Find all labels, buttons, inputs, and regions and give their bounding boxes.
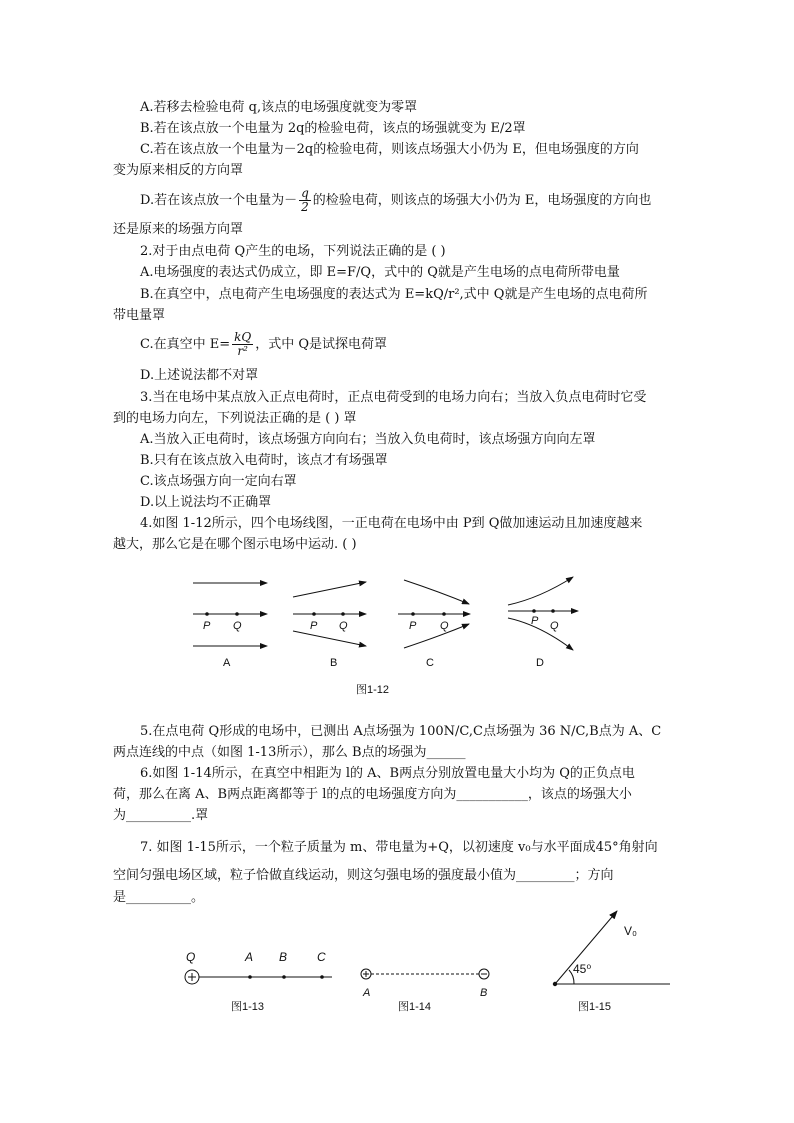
label-a: A: [363, 987, 371, 999]
q2-option-d: D.上述说法都不对罩: [140, 368, 259, 383]
panel-label-b: B: [330, 657, 338, 669]
fraction-numerator: q: [301, 186, 309, 200]
figure-1-14: [361, 969, 489, 979]
q3-option-d: D.以上说法均不正确罩: [140, 495, 272, 510]
q2-stem: 2.对于由点电荷 Q产生的电场，下列说法正确的是 ( ): [140, 244, 446, 259]
label-b: B: [279, 950, 288, 964]
q3-option-b: B.只有在该点放入电荷时，该点才有场强罩: [140, 453, 388, 468]
q1-option-a: A.若移去检验电荷 q,该点的电场强度就变为零罩: [140, 100, 418, 115]
q6-line1: 6.如图 1-14所示，在真空中相距为 l的 A、B两点分别放置电量大小均为 Q的正负点电: [140, 766, 635, 781]
q3-stem-line1: 3.当在电场中某点放入正点电荷时，正点电荷受到的电场力向右；当放入负点电荷时它受: [140, 390, 647, 405]
q2-option-c-post: ，式中 Q是试探电荷罩: [255, 337, 388, 352]
label-b: B: [480, 987, 488, 999]
panel-label-a: A: [223, 657, 231, 669]
q2-option-a: A.电场强度的表达式仍成立，即 E=F/Q，式中的 Q就是产生电场的点电荷所带电量: [140, 265, 620, 280]
q5-line2: 两点连线的中点（如图 1-13所示），那么 B点的场强为______: [113, 745, 466, 760]
label-q: Q: [339, 620, 348, 632]
label-p: P: [531, 615, 539, 627]
fraction-numerator: kQ: [234, 330, 252, 344]
figure-1-15-caption: 图1-15: [578, 1001, 612, 1013]
panel-label-c: C: [426, 657, 434, 669]
point-b: [282, 975, 286, 979]
q6-line2: 荷，那么在离 A、B两点距离都等于 l的点的电场强度方向为___________，该点的场强大小: [113, 787, 632, 802]
point-a: [248, 975, 252, 979]
q2-option-b-line2: 带电量罩: [113, 308, 166, 323]
figure-1-12-caption: 图1-12: [356, 684, 390, 696]
q1-option-d-post: 的检验电荷，则该点的场强大小仍为 E，电场强度的方向也: [312, 193, 652, 208]
panel-label-d: D: [536, 657, 544, 669]
q2-option-c-pre: C.在真空中 E=: [140, 337, 231, 352]
label-q: Q: [550, 620, 559, 632]
q6-line3: 为__________.罩: [113, 808, 209, 823]
figure-1-14-caption: 图1-14: [398, 1001, 432, 1013]
q7-line3: 是__________。: [113, 890, 205, 905]
q3-option-a: A.当放入正电荷时，该点场强方向向右；当放入负电荷时，该点场强方向向左罩: [140, 432, 596, 447]
label-p: P: [310, 620, 318, 632]
label-q: Q: [186, 950, 196, 964]
q4-stem-line2: 越大，那么它是在哪个图示电场中运动. ( ): [113, 537, 357, 552]
q1-option-c-line2: 变为原来相反的方向罩: [113, 163, 244, 178]
label-q: Q: [440, 620, 449, 632]
q1-option-b: B.若在该点放一个电量为 2q的检验电荷，该点的场强就变为 E/2罩: [140, 121, 526, 136]
q3-option-c: C.该点场强方向一定向右罩: [140, 474, 297, 489]
q1-option-c-line1: C.若在该点放一个电量为－2q的检验电荷，则该点场强大小仍为 E，但电场强度的方向: [140, 142, 639, 157]
q2-option-b-line1: B.在真空中，点电荷产生电场强度的表达式为 E=kQ/r²,式中 Q就是产生电场的点电荷所: [140, 287, 648, 302]
label-p: P: [203, 620, 211, 632]
q7-line1: 7. 如图 1-15所示，一个粒子质量为 m、带电量为+Q，以初速度 v₀与水平面成45°角射向: [140, 840, 658, 855]
velocity-label: V₀: [624, 924, 637, 938]
angle-label: 45⁰: [573, 962, 592, 976]
label-c: C: [317, 950, 326, 964]
q1-option-d-line2: 还是原来的场强方向罩: [113, 222, 244, 237]
fraction-denominator: 2: [301, 200, 309, 214]
q7-line2: 空间匀强电场区域，粒子恰做直线运动，则这匀强电场的强度最小值为_________；方向: [113, 868, 614, 883]
label-q: Q: [233, 620, 242, 632]
figure-1-15: [553, 911, 670, 986]
fraction-denominator: r²: [237, 344, 248, 358]
q4-stem-line1: 4.如图 1-12所示，四个电场线图，一正电荷在电场中由 P到 Q做加速运动且加速度越来: [140, 516, 643, 531]
q1-option-d-pre: D.若在该点放一个电量为－: [140, 193, 298, 208]
label-a: A: [245, 950, 254, 964]
label-p: P: [409, 620, 417, 632]
point-c: [320, 975, 324, 979]
q5-line1: 5.在点电荷 Q形成的电场中，已测出 A点场强为 100N/C,C点场强为 36 N/C,B点为 A、C: [140, 724, 662, 739]
figure-1-13: [185, 970, 332, 984]
q3-stem-line2: 到的电场力向左，下列说法正确的是 ( ) 罩: [113, 411, 357, 426]
figure-1-13-caption: 图1-13: [231, 1001, 265, 1013]
